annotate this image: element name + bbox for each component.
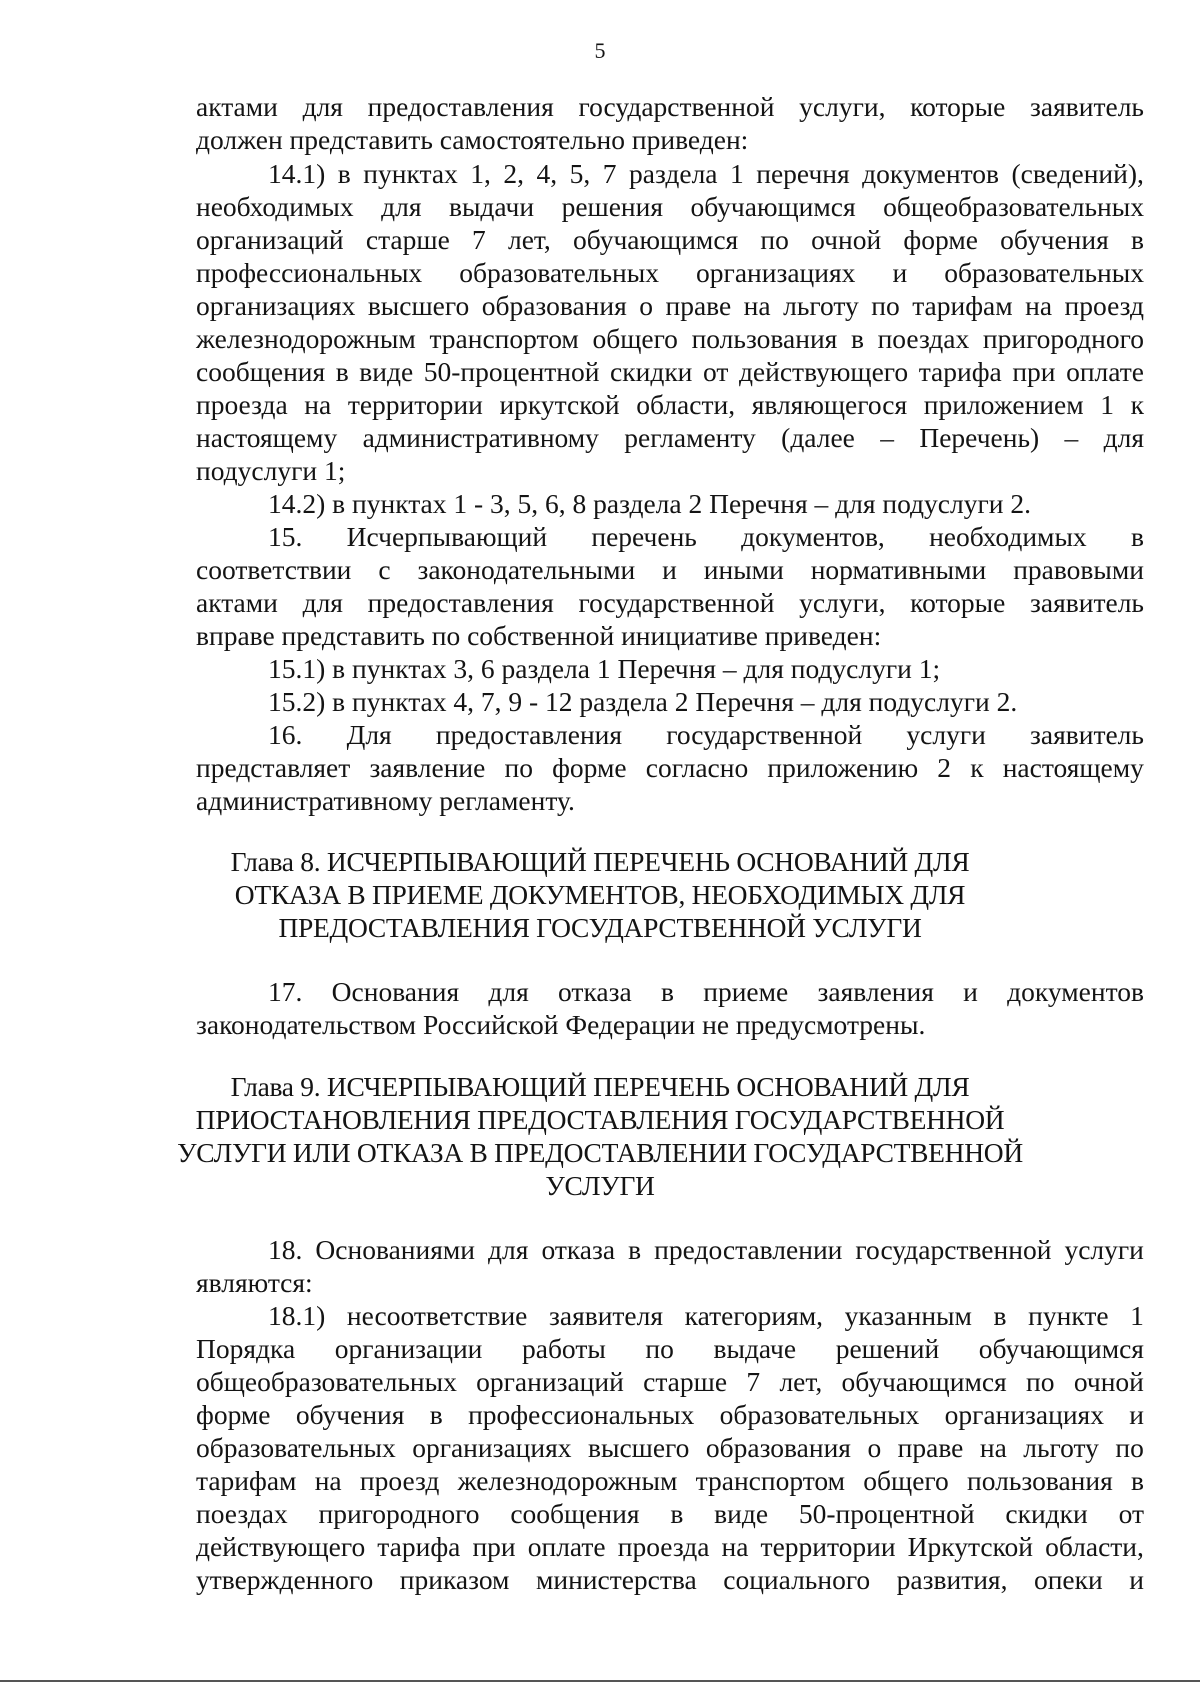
chapter-8-heading-line: ОТКАЗА В ПРИЕМЕ ДОКУМЕНТОВ, НЕОБХОДИМЫХ ДЛЯ — [234, 879, 966, 910]
paragraph-line: соответствии с законодательными и иными нормативными правовыми — [196, 554, 1144, 585]
paragraph-line: 14.2) в пунктах 1 - 3, 5, 6, 8 раздела 2 Перечня – для подуслуги 2. — [268, 488, 1031, 519]
paragraph-line: 15. Исчерпывающий перечень документов, необходимых в — [268, 521, 1144, 552]
chapter-9-heading-line: Глава 9. ИСЧЕРПЫВАЮЩИЙ ПЕРЕЧЕНЬ ОСНОВАНИЙ ДЛЯ — [230, 1071, 970, 1102]
paragraph-line: вправе представить по собственной инициативе приведен: — [196, 620, 882, 651]
chapter-8-heading-line: ПРЕДОСТАВЛЕНИЯ ГОСУДАРСТВЕННОЙ УСЛУГИ — [278, 912, 922, 943]
paragraph-line: железнодорожным транспортом общего пользования в поездах пригородного — [196, 323, 1144, 354]
paragraph-line: настоящему административному регламенту (далее – Перечень) – для — [196, 422, 1144, 453]
paragraph-line: актами для предоставления государственной услуги, которые заявитель — [196, 91, 1144, 122]
paragraph-line: тарифам на проезд железнодорожным транспортом общего пользования в — [196, 1465, 1144, 1496]
paragraph-line: необходимых для выдачи решения обучающимся общеобразовательных — [196, 191, 1144, 222]
paragraph-line: сообщения в виде 50-процентной скидки от действующего тарифа при оплате — [196, 356, 1144, 387]
paragraph-line: 18. Основаниями для отказа в предоставлении государственной услуги — [268, 1234, 1144, 1265]
paragraph-line: Порядка организации работы по выдаче решений обучающимся — [196, 1333, 1144, 1364]
paragraph-line: организациях высшего образования о праве на льготу по тарифам на проезд — [196, 290, 1144, 321]
scan-edge-divider — [0, 1680, 1200, 1682]
paragraph-line: общеобразовательных организаций старше 7 лет, обучающимся по очной — [196, 1366, 1144, 1397]
paragraph-line: 18.1) несоответствие заявителя категориям, указанным в пункте 1 — [268, 1300, 1144, 1331]
page-number: 5 — [594, 38, 606, 63]
paragraph-line: 17. Основания для отказа в приеме заявления и документов — [268, 976, 1144, 1007]
paragraph-line: поездах пригородного сообщения в виде 50-процентной скидки от — [196, 1498, 1144, 1529]
paragraph-line: должен представить самостоятельно приведен: — [196, 124, 749, 155]
paragraph-line: 14.1) в пунктах 1, 2, 4, 5, 7 раздела 1 перечня документов (сведений), — [268, 158, 1144, 189]
paragraph-line: образовательных организациях высшего образования о праве на льготу по — [196, 1432, 1144, 1463]
chapter-9-heading-line: ПРИОСТАНОВЛЕНИЯ ПРЕДОСТАВЛЕНИЯ ГОСУДАРСТВЕННОЙ — [195, 1104, 1005, 1135]
chapter-9-heading-line: УСЛУГИ ИЛИ ОТКАЗА В ПРЕДОСТАВЛЕНИИ ГОСУДАРСТВЕННОЙ — [177, 1137, 1023, 1168]
paragraph-line: 15.2) в пунктах 4, 7, 9 - 12 раздела 2 Перечня – для подуслуги 2. — [268, 686, 1018, 717]
paragraph-line: утвержденного приказом министерства социального развития, опеки и — [196, 1564, 1144, 1595]
paragraph-line: 15.1) в пунктах 3, 6 раздела 1 Перечня – для подуслуги 1; — [268, 653, 941, 684]
paragraph-line: форме обучения в профессиональных образовательных организациях и — [196, 1399, 1144, 1430]
chapter-9-heading-line: УСЛУГИ — [545, 1170, 655, 1201]
paragraph-line: организаций старше 7 лет, обучающимся по очной форме обучения в — [196, 224, 1144, 255]
paragraph-line: подуслуги 1; — [196, 455, 346, 486]
paragraph-line: являются: — [196, 1267, 313, 1298]
paragraph-line: профессиональных образовательных организациях и образовательных — [196, 257, 1144, 288]
paragraph-line: актами для предоставления государственной услуги, которые заявитель — [196, 587, 1144, 618]
chapter-8-heading-line: Глава 8. ИСЧЕРПЫВАЮЩИЙ ПЕРЕЧЕНЬ ОСНОВАНИЙ ДЛЯ — [230, 846, 970, 877]
paragraph-line: представляет заявление по форме согласно приложению 2 к настоящему — [196, 752, 1144, 783]
paragraph-line: проезда на территории иркутской области, являющегося приложением 1 к — [196, 389, 1144, 420]
paragraph-line: законодательством Российской Федерации не предусмотрены. — [196, 1009, 926, 1040]
paragraph-line: 16. Для предоставления государственной услуги заявитель — [268, 719, 1144, 750]
paragraph-line: административному регламенту. — [196, 785, 575, 816]
paragraph-line: действующего тарифа при оплате проезда на территории Иркутской области, — [196, 1531, 1144, 1562]
